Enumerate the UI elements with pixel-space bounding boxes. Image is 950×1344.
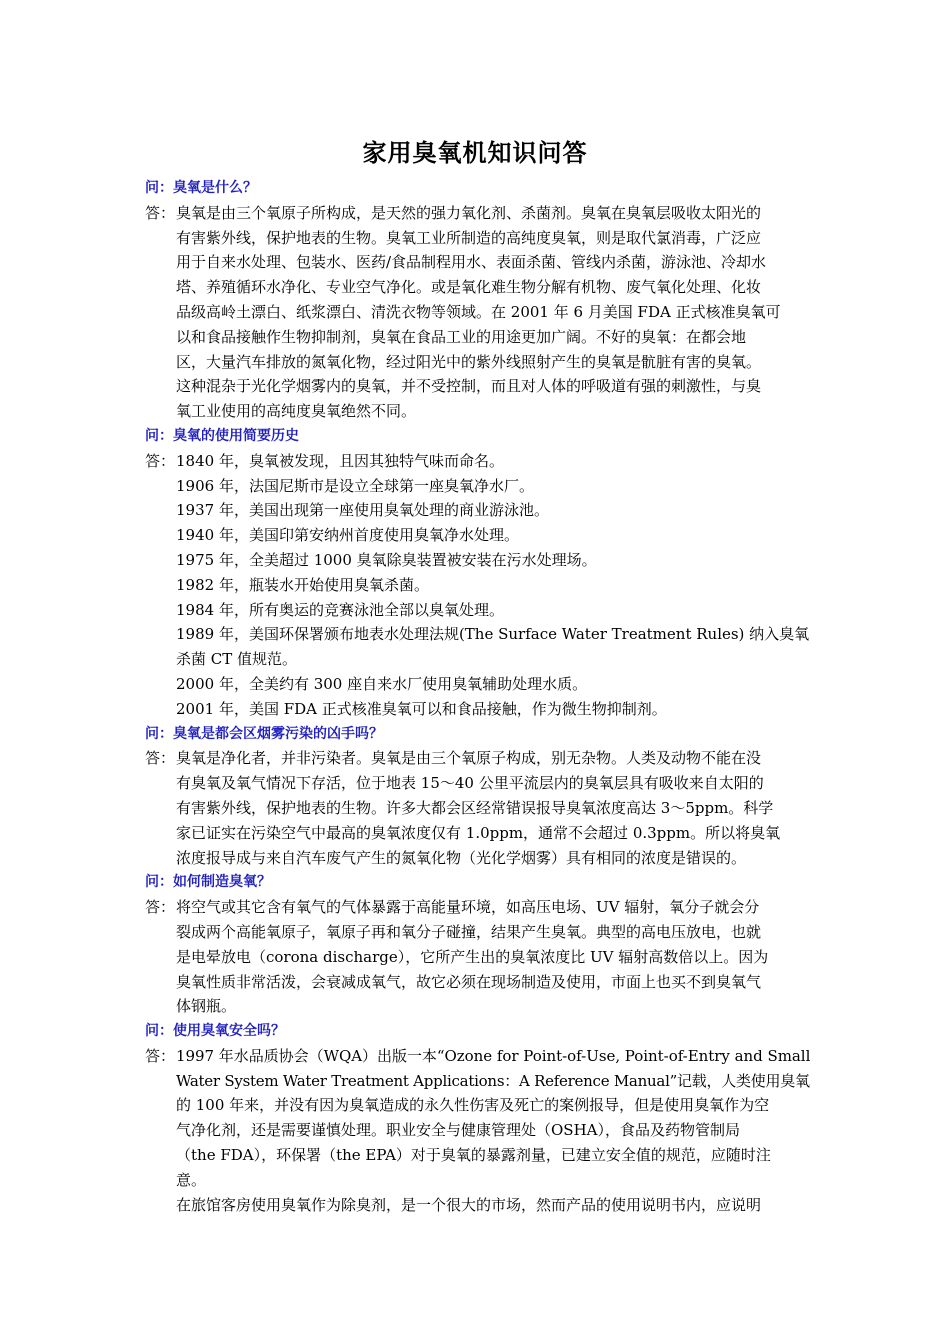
- answer-line: 这种混杂于光化学烟雾内的臭氧，并不受控制，而且对人体的呼吸道有强的刺激性，与臭: [176, 377, 762, 396]
- answer-line: 浓度报导成与来自汽车废气产生的氮氧化物（光化学烟雾）具有相同的浓度是错误的。: [176, 848, 747, 867]
- answer-line: 气净化剂，还是需要谨慎处理。职业安全与健康管理处（OSHA），食品及药物管制局: [176, 1121, 740, 1140]
- answer-line: 有臭氧及氧气情况下存活，位于地表 15～40 公里平流层内的臭氧层具有吸收来自太阳的: [176, 774, 764, 793]
- answer-line: 臭氧是由三个氧原子所构成，是天然的强力氧化剂、杀菌剂。臭氧在臭氧层吸收太阳光的: [176, 203, 762, 222]
- answer-block: [145, 1044, 810, 1218]
- answer-line: 塔、养殖循环水净化、专业空气净化。或是氧化难生物分解有机物、废气氧化处理、化妆: [176, 278, 762, 297]
- answer-line: 在旅馆客房使用臭氧作为除臭剂，是一个很大的市场，然而产品的使用说明书内，应说明: [176, 1195, 762, 1214]
- answer-line: 2000 年，全美约有 300 座自来水厂使用臭氧辅助处理水质。: [176, 674, 588, 693]
- answer-line: 1982 年，瓶装水开始使用臭氧杀菌。: [176, 575, 429, 594]
- answer-line: 裂成两个高能氧原子，氧原子再和氧分子碰撞，结果产生臭氧。典型的高电压放电，也就: [176, 922, 762, 941]
- answer-line: 区，大量汽车排放的氮氧化物，经过阳光中的紫外线照射产生的臭氧是骯脏有害的臭氧。: [176, 352, 762, 371]
- answer-line: 杀菌 CT 值规范。: [176, 650, 298, 669]
- answer-line: （the FDA），环保署（the EPA）对于臭氧的暴露剂量，已建立安全值的规范，应随时注: [176, 1146, 771, 1165]
- answer-line: 臭氧性质非常活泼，会衰减成氧气，故它必须在现场制造及使用，市面上也买不到臭氧气: [176, 972, 762, 991]
- answer-block: [145, 449, 810, 722]
- answer-line: 1975 年，全美超过 1000 臭氧除臭装置被安装在污水处理场。: [176, 550, 597, 569]
- answer-line: 家已证实在污染空气中最高的臭氧浓度仅有 1.0ppm，通常不会超过 0.3ppm。所以将臭氧: [176, 823, 781, 842]
- answer-line: 1997 年水品质协会（WQA）出版一本“Ozone for Point-of-Use, Point-of-Entry and Small: [176, 1046, 811, 1065]
- answer-label: 答：: [145, 203, 176, 222]
- answer-block: [145, 746, 810, 870]
- question-heading: 问：臭氧是什么？: [145, 180, 257, 196]
- answer-line: 有害紫外线，保护地表的生物。许多大都会区经常错误报导臭氧浓度高达 3～5ppm。科学: [176, 798, 774, 817]
- answer-line: Water System Water Treatment Applications：A Reference Manual”记载，人类使用臭氧: [176, 1071, 810, 1090]
- question-heading: 问：如何制造臭氧？: [145, 874, 271, 891]
- qa-content: [145, 176, 810, 1217]
- answer-line: 1906 年，法国尼斯市是设立全球第一座臭氧净水厂。: [176, 476, 534, 495]
- answer-line: 将空气或其它含有氧气的气体暴露于高能量环境，如高压电场、UV 辐射，氧分子就会分: [176, 898, 760, 917]
- answer-line: 意。: [176, 1170, 207, 1189]
- question-heading: 问：使用臭氧安全吗？: [145, 1023, 285, 1040]
- question-heading: 问：臭氧的使用简要历史: [145, 427, 299, 444]
- answer-line: 氧工业使用的高纯度臭氧绝然不同。: [176, 402, 417, 421]
- answer-line: 1937 年，美国出现第一座使用臭氧处理的商业游泳池。: [176, 501, 549, 520]
- answer-label: 答：: [145, 749, 176, 768]
- answer-line: 1840 年，臭氧被发现，且因其独特气味而命名。: [176, 451, 504, 470]
- answer-line: 的 100 年来，并没有因为臭氧造成的永久性伤害及死亡的案例报导，但是使用臭氧作为空: [176, 1096, 770, 1115]
- answer-line: 1989 年，美国环保署颁布地表水处理法规(The Surface Water Treatment Rules) 纳入臭氧: [176, 625, 810, 644]
- answer-line: 用于自来水处理、包装水、医药/食品制程用水、表面杀菌、管线内杀菌，游泳池、冷却水: [176, 253, 767, 272]
- question-heading: 问：臭氧是都会区烟雾污染的凶手吗？: [145, 725, 383, 742]
- answer-line: 体钢瓶。: [176, 997, 237, 1016]
- answer-line: 是电晕放电（corona discharge），它所产生出的臭氧浓度比 UV 辐射高数倍以上。因为: [176, 947, 769, 966]
- answer-line: 1984 年，所有奥运的竞赛泳池全部以臭氧处理。: [176, 600, 504, 619]
- answer-block: [145, 895, 810, 1019]
- answer-line: 品级高岭土漂白、纸浆漂白、清洗衣物等领域。在 2001 年 6 月美国 FDA 正式核准臭氧可: [176, 302, 781, 321]
- answer-line: 臭氧是净化者，并非污染者。臭氧是由三个氧原子构成，别无杂物。人类及动物不能在没: [176, 749, 762, 768]
- answer-label: 答：: [145, 1046, 176, 1065]
- answer-block: [145, 201, 810, 424]
- answer-label: 答：: [145, 898, 176, 917]
- answer-line: 以和食品接触作生物抑制剂，臭氧在食品工业的用途更加广阔。不好的臭氧：在都会地: [176, 327, 747, 346]
- answer-line: 1940 年，美国印第安纳州首度使用臭氧净水处理。: [176, 526, 519, 545]
- answer-line: 2001 年，美国 FDA 正式核准臭氧可以和食品接触，作为微生物抑制剂。: [176, 699, 667, 718]
- answer-label: 答：: [145, 451, 176, 470]
- answer-line: 有害紫外线，保护地表的生物。臭氧工业所制造的高纯度臭氧，则是取代氯消毒，广泛应: [176, 228, 762, 247]
- page-title: 家用臭氧机知识问答: [362, 139, 588, 167]
